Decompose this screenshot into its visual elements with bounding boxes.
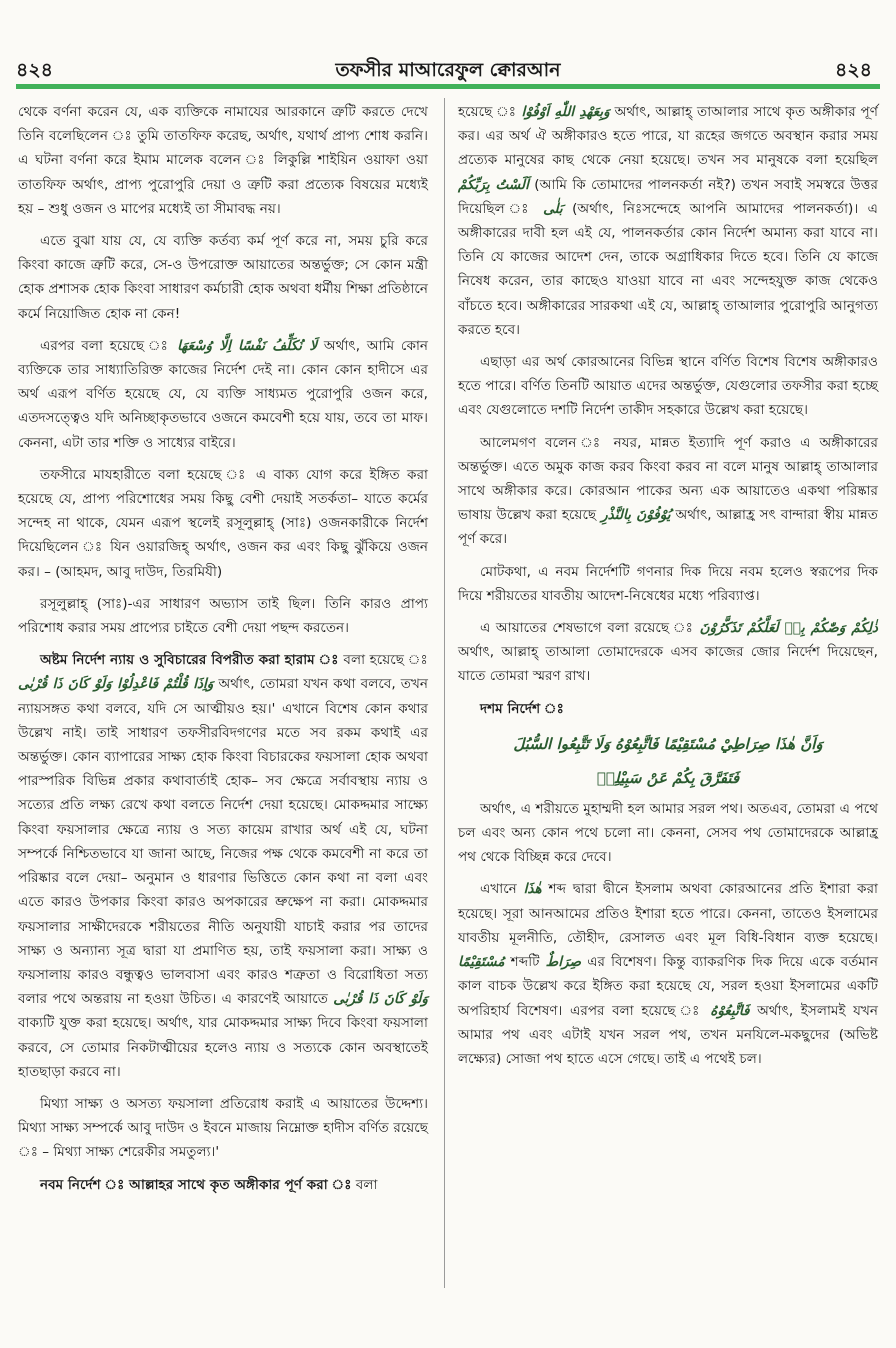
text: এর বিশেষণ। কিন্তু ব্যাকরণিক দিক দিয়ে একে বর্তমান কাল বাচক উল্লেখ করে ইঙ্গিত করা হয়েছে যে, সরল হওয়া ইসলামের একটি অপরিহার্য বিশেষণ। এরপর বলা হয়েছে ঃ [458,954,879,1019]
text: অর্থাৎ, আল্লাহ্ তাআলা তোমাদেরকে এসব কাজের জোর নির্দেশ দিয়েছেন, যাতে তোমরা স্মরণ রাখ। [458,644,878,685]
text: অর্থাৎ, আল্লাহ্ তাআলার সাথে কৃত অঙ্গীকার পূর্ণ কর। এর অর্থ ঐ অঙ্গীকারও হতে পারে, যা রূহের জগতে অবস্থান করার সময় প্রত্যেক মানুষের কাছ থেকে নেয়া হয়েছে। তখন সব মানুষকে বলা হয়েছিল [458,104,878,169]
paragraph: এতে বুঝা যায় যে, যে ব্যক্তি কর্তব্য কর্ম পূর্ণ করে না, সময় চুরি করে কিংবা কাজে ত্রুটি করে, সে-ও উপরোক্ত আয়াতের অন্তর্ভুক্ত; সে কোন মন্ত্রী হোক প্রশাসক হোক কিংবা সাধারণ কর্মচারী হোক অথবা ধর্মীয় শিক্ষা প্রতিষ্ঠানে কর্মে নিয়োজিত হোক না কেন! [18,233,428,322]
paragraph: রসূলুল্লাহ্ (সাঃ)-এর সাধারণ অভ্যাস তাই ছিল। তিনি কারও প্রাপ্য পরিশোধ করার সময় প্রাপ্যের চাইতে বেশী দেয়া পছন্দ করতেন। [18,595,428,637]
arabic-verse: بَلٰى [543,200,563,217]
paragraph [458,616,878,689]
text: অর্থাৎ, তোমরা যখন কথা বলবে, তখন ন্যায়সঙ্গত কথা বলবে, যদি সে আত্মীয়ও হয়।' এখানে বিশেষ কোন কথার উল্লেখ নাই। তাই সাধারণ তফসীরবিদগণের মতে সব রকম কথাই এর অন্তর্ভুক্ত। কোন ব্যাপারের সাক্ষ্য হোক কিংবা বিচারকের ফয়সালা হোক অথবা পারস্পরিক বিভিন্ন প্রকার কথাবার্তাই হোক– সব ক্ষেত্রে সর্বাবস্থায় ন্যায় ও সত্যের প্রতি লক্ষ্য রেখে কথা বলতে নির্দেশ দেয়া হয়েছে। মোকদ্দমার সাক্ষ্যে কিংবা ফয়সালার ক্ষেত্রে ন্যায় ও সত্য কায়েম রাখার অর্থ এই যে, ঘটনা সম্পর্কে নিশ্চিতভাবে যা জানা আছে, নিজের পক্ষ থেকে কমবেশী না করে তা পরিষ্কার বলে দেয়া– অনুমান ও ধারণার ভিত্তিতে কোন কথা না বলা এবং এতে কারও উপকার কিংবা কারও অপকারের ভ্রুক্ষেপ না করা। মোকদ্দমার ফয়সালার সাক্ষীদেরকে শরীয়তের নীতি অনুযায়ী যাচাই করার পর তাদের সাক্ষ্য ও অন্যান্য সূত্র দ্বারা যা প্রমাণিত হয়, তাই ফয়সালা করা। সাক্ষ্য ও ফয়সালায় কারও বন্ধুত্বও ভালবাসা এবং কারও শত্রুতা ও বিরোধিতা সত্য বলার পথে অন্তরায় না হওয়া উচিত। এ কারণেই আয়াতে [18,676,429,1008]
page-header [0,0,896,92]
text: বলা হয়েছে ঃ [343,652,428,669]
arabic-word: مُسْتَقِيْمًا [458,954,505,971]
paragraph [18,334,428,455]
paragraph: অর্থাৎ, এ শরীয়তে মুহাম্মদী হল আমার সরল পথ। অতএব, তোমরা এ পথে চল এবং অন্য কোন পথে চলো না। কেননা, সেসব পথ তোমাদেরকে আল্লাহ্র পথ থেকে বিচ্ছিন্ন করে দেবে। [458,800,878,866]
text: এখানে [480,881,517,898]
text: আলেমগণ বলেন ঃ নযর, মান্নত ইত্যাদি পূর্ণ করাও এ অঙ্গীকারের অন্তর্ভুক্ত। এতে অমুক কাজ করব কিংবা করব না বলে মানুষ আল্লাহ্ তাআলার সাথে অঙ্গীকার করে। কোরআন পাকের অন্য এক আয়াতেও একথা পরিষ্কার ভাষায় উল্লেখ করা হয়েছে [458,434,878,524]
arabic-word: صِرَاطٌ [545,954,582,971]
section-heading: দশম নির্দেশ ঃ [480,700,564,717]
header-rule [16,84,880,89]
paragraph: মিথ্যা সাক্ষ্য ও অসত্য ফয়সালা প্রতিরোধ করাই এ আয়াতের উদ্দেশ্য। মিথ্যা সাক্ষ্য সম্পর্কে আবু দাউদ ও ইবনে মাজায় নিম্নোক্ত হাদীস বর্ণিত রয়েছে ঃ – মিথ্যা সাক্ষ্য শেরেকীর সমতুল্য।' [18,1095,428,1161]
running-title: তফসীর মাআরেফুল ক্বোরআন [335,59,561,81]
page-number-left: ৪২৪ [16,59,54,81]
text: বাক্যটি যুক্ত করা হয়েছে। অর্থাৎ, যার মোকদ্দমার সাক্ষ্য দিবে কিংবা ফয়সালা করবে, সে তোমার নিকটাত্মীয়ের হলেও ন্যায় ও সত্যকে কোন অবস্থাতেই হাতছাড়া করবে না। [18,1015,428,1080]
paragraph: তফসীরে মাযহারীতে বলা হয়েছে ঃ এ বাক্য যোগ করে ইঙ্গিত করা হয়েছে যে, প্রাপ্য পরিশোধের সময় কিছু বেশী দেয়াই সতর্কতা– যাতে কর্মের সন্দেহ না থাকে, যেমন এরূপ স্থলেই রসূলুল্লাহ্ (সাঃ) ওজনকারীকে নির্দেশ দিয়েছিলেন ঃ যিন ওয়ারজিহ্ অর্থাৎ, ওজন কর এবং কিছু ঝুঁকিয়ে ওজন কর। – (আহমদ, আবু দাউদ, তিরমিযী) [18,466,428,580]
arabic-verse: وَبِعَهْدِ اللّٰهِ اَوْفُوْا [521,104,610,120]
text: এরপর বলা হয়েছে ঃ [40,337,171,354]
arabic-verse-block: فَتَفَرَّقَ بِكُمْ عَنْ سَبِيْلِهٖ [596,768,740,787]
section-heading: নবম নির্দেশ ঃ আল্লাহর সাথে কৃত অঙ্গীকার পূর্ণ করা ঃ [40,1176,352,1193]
section-heading: অষ্টম নির্দেশ ন্যায় ও সুবিচারের বিপরীত করা হারাম ঃ [40,652,339,669]
arabic-word: فَاتَّبِعُوْهُ [710,1002,750,1019]
text: বলা [355,1176,378,1193]
text: (আমি কি তোমাদের পালনকর্তা নই?) তখন সবাই সমস্বরে উত্তর দিয়েছিল ঃ [458,176,879,217]
paragraph: থেকে বর্ণনা করেন যে, এক ব্যক্তিকে নামাযের আরকানে ত্রুটি করতে দেখে তিনি বলেছিলেন ঃ তুমি তাতফিফ করেছ, অর্থাৎ, যথার্থ প্রাপ্য শোধ করনি। এ ঘটনা বর্ণনা করে ইমাম মালেক বলেন ঃ লিকুল্লি শাইয়িন ওয়াফা ওয়া তাতফিফ অর্থাৎ, প্রাপ্য পুরোপুরি দেয়া ও ত্রুটি করা প্রত্যেক বিষয়ের মধ্যেই হয় – শুধু ওজন ও মাপের মধ্যেই তা সীমাবদ্ধ নয়। [18,104,428,217]
arabic-word: هٰذَا [523,881,542,898]
arabic-verse: يُوْفُوْنَ بِالنَّذْرِ [601,507,671,524]
paragraph [458,100,878,342]
page-number-right: ৪২৪ [834,59,872,81]
paragraph [458,697,878,721]
left-column [18,100,428,1205]
paragraph [458,877,878,1071]
arabic-verse-block: وَاَنَّ هٰذَا صِرَاطِيْ مُسْتَقِيْمًا فَاتَّبِعُوْهُ وَلَا تَتَّبِعُوا السُّبُلَ [513,734,823,753]
paragraph [458,431,878,552]
arabic-verse: وَاِذَا قُلْتُمْ فَاعْدِلُوْا وَلَوْ كَانَ ذَا قُرْبٰى [18,676,214,693]
paragraph [18,648,428,1084]
paragraph: এছাড়া এর অর্থ কোরআনের বিভিন্ন স্থানে বর্ণিত বিশেষ বিশেষ অঙ্গীকারও হতে পারে। বর্ণিত তিনটি আয়াত এদের অন্তর্ভুক্ত, যেগুলোর তফসীর করা হচ্ছে এবং যেগুলোতে দশটি নির্দেশ তাকীদ সহকারে উল্লেখ করা হয়েছে। [458,354,878,419]
arabic-verse: وَلَوْ كَانَ ذَا قُرْبٰى [333,991,428,1008]
right-column [458,100,878,1079]
text: (অর্থাৎ, নিঃসন্দেহে আপনি আমাদের পালনকর্তা)। এ অঙ্গীকারের দাবী হল এই যে, পালনকর্তার কোন নির্দেশ অমান্য করা যাবে না। তিনি যে কাজের আদেশ দেন, তাকে অগ্রাধিকার দিতে হবে। তিনি যে কাজে নিষেধ করেন, তার কাছেও যাওয়া যাবে না এবং সন্দেহযুক্ত কাজ থেকেও বাঁচতে হবে। অঙ্গীকারের সারকথা এই যে, আল্লাহ্ তাআলার পুরোপুরি আনুগত্য করতে হবে। [458,200,878,338]
arabic-verse: ذٰلِكُمْ وَصّٰكُمْ بِهٖ لَعَلَّكُمْ تَذَكَّرُوْنَ [699,620,878,637]
text: শব্দটি [510,954,540,971]
column-divider [444,98,445,1288]
text: হয়েছে ঃ [458,104,517,120]
paragraph [18,1173,428,1197]
text: শব্দ দ্বারা দ্বীনে ইসলাম অথবা কোরআনের প্রতি ইশারা করা হয়েছে। সূরা আনআমের প্রতিও ইশারা হতে পারে। কেননা, তাতেও ইসলামের যাবতীয় মূলনীতি, তৌহীদ, রেসালত এবং মূল বিধি-বিধান ব্যক্ত হয়েছে। [458,881,878,946]
arabic-verse: اَلَسْتُ بِرَبِّكُمْ [458,176,529,193]
arabic-verse: لَا نُكَلِّفُ نَفْسًا اِلَّا وُسْعَهَا [177,337,318,354]
text: অর্থাৎ, ইসলামই যখন আমার পথ এবং এটাই যখন সরল পথ, তখন মনযিলে-মকছুদের (অভিষ্ট লক্ষ্যের) সোজা পথ হাতে এসে গেছে। তাই এ পথেই চল। [458,1002,878,1067]
text: অর্থাৎ, আল্লাহ্র সৎ বান্দারা স্বীয় মান্নত পূর্ণ করে। [458,507,878,548]
text: এ আয়াতের শেষভাগে বলা রয়েছে ঃ [480,620,695,637]
paragraph: মোটকথা, এ নবম নির্দেশটি গণনার দিক দিয়ে নবম হলেও স্বরূপের দিক দিয়ে শরীয়তের যাবতীয় আদেশ-নিষেধের মধ্যে পরিব্যাপ্ত। [458,563,878,604]
text: অর্থাৎ, আমি কোন ব্যক্তিকে তার সাধ্যাতিরিক্ত কাজের নির্দেশ দেই না। কোন কোন হাদীসে এর অর্থ এরূপ বর্ণিত হয়েছে যে, যে ব্যক্তি সাধ্যমত পুরোপুরি ওজন করে, এতদসত্ত্বেও যদি অনিচ্ছাকৃতভাবে ওজনে কমবেশী হয়ে যায়, তবে তা মাফ। কেননা, এটা তার শক্তি ও সাধ্যের বাইরে। [18,337,429,451]
